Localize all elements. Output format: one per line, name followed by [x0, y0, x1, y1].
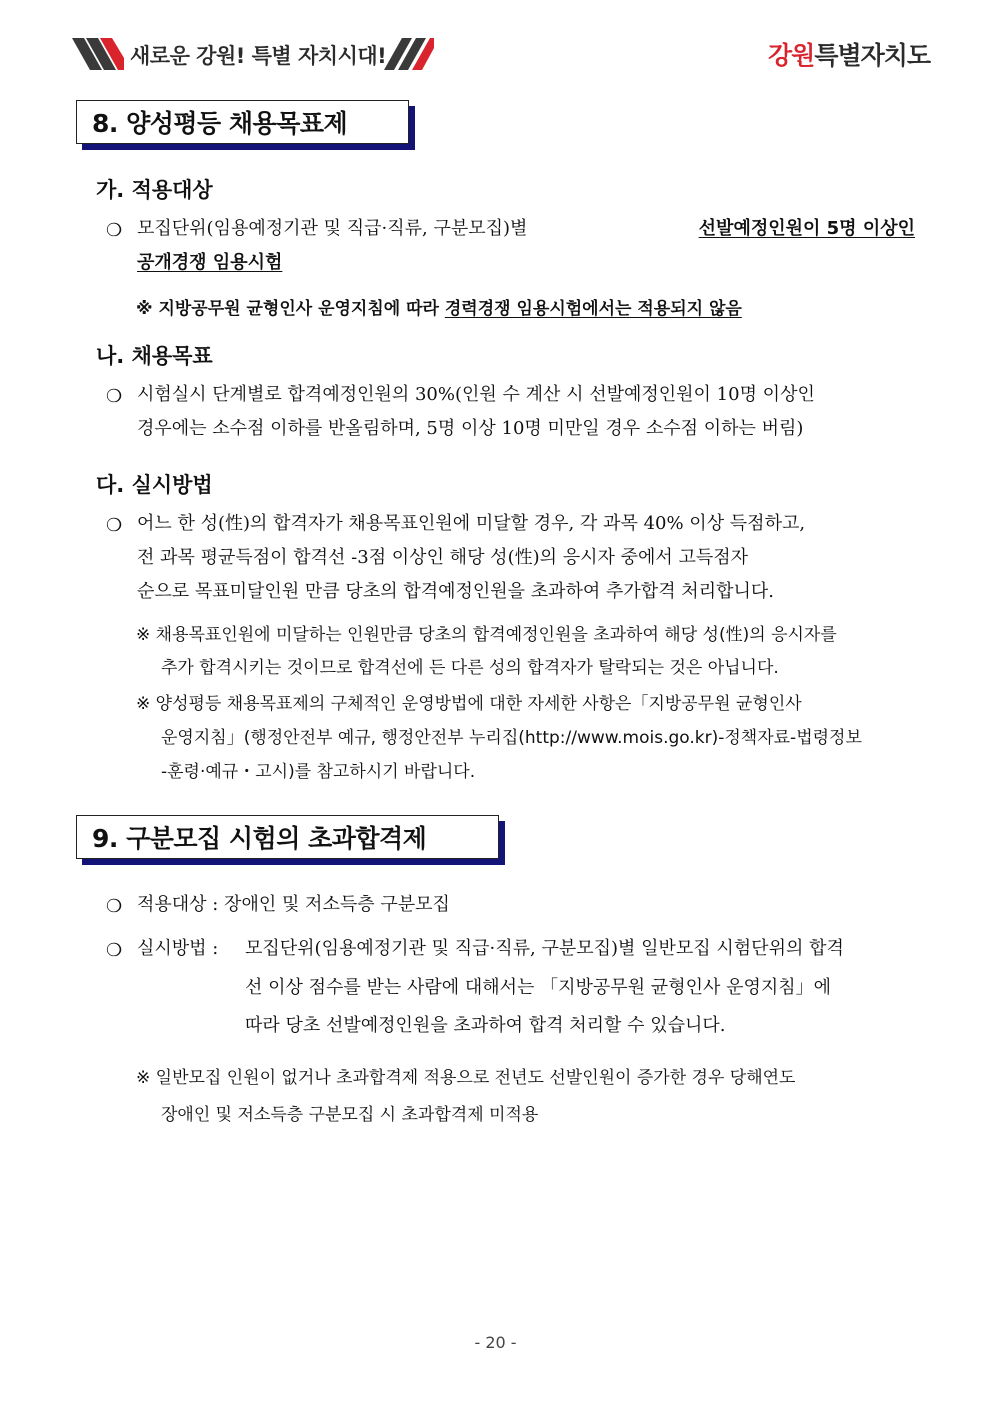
bullet-circle-icon: ❍ [106, 515, 123, 536]
subheading-da: 다. 실시방법 [96, 473, 213, 497]
s9-target: 적용대상 : 장애인 및 저소득층 구분모집 [137, 894, 450, 915]
da-line2: 전 과목 평균득점이 합격선 -3점 이상인 해당 성(性)의 응시자 중에서 고득점자 [137, 547, 749, 568]
da-note1-line2: 추가 합격시키는 것이므로 합격선에 든 다른 성의 합격자가 탈락되는 것은 아닙니다. [161, 658, 779, 678]
bullet-circle-icon: ❍ [106, 386, 123, 407]
brand-suffix: 특별자치도 [814, 41, 931, 70]
section-8-title [76, 100, 409, 144]
page-number: - 20 - [474, 1333, 517, 1352]
da-line3: 순으로 목표미달인원 만큼 당초의 합격예정인원을 초과하여 추가합격 처리합니다. [137, 581, 774, 602]
subheading-na: 나. 채용목표 [96, 344, 213, 368]
section-9-title-text: 9. 구분모집 시험의 초과합격제 [92, 824, 427, 853]
slogan-left-stripes-icon [72, 38, 124, 70]
bullet-circle-icon: ❍ [106, 896, 123, 917]
na-line2: 경우에는 소수점 이하를 반올림하며, 5명 이상 10명 미만일 경우 소수점 이하는 버림) [137, 418, 804, 439]
ga-bullet-plain: 모집단위(임용예정기관 및 직급·직류, 구분모집)별 [137, 218, 528, 239]
bullet-circle-icon: ❍ [106, 220, 123, 241]
ga-bullet-bold: 선발예정인원이 5명 이상인 [698, 218, 915, 239]
subheading-ga: 가. 적용대상 [96, 178, 213, 202]
section-8-title-text: 8. 양성평등 채용목표제 [92, 109, 348, 138]
da-note2-line1: ※ 양성평등 채용목표제의 구체적인 운영방법에 대한 자세한 사항은「지방공무원 균형인사 [136, 694, 802, 714]
da-note1-line1: ※ 채용목표인원에 미달하는 인원만큼 당초의 합격예정인원을 초과하여 해당 성(性)의 응시자를 [136, 625, 837, 645]
na-line1: 시험실시 단계별로 합격예정인원의 30%(인원 수 계산 시 선발예정인원이 10명 이상인 [137, 384, 815, 405]
ga-bullet-line2: 공개경쟁 임용시험 [137, 252, 283, 273]
s9-method-line2: 선 이상 점수를 받는 사람에 대해서는 「지방공무원 균형인사 운영지침」에 [245, 977, 832, 998]
ga-note-underline: 경력경쟁 임용시험에서는 적용되지 않음 [444, 299, 742, 319]
bullet-circle-icon: ❍ [106, 940, 123, 961]
ga-bullet-line1 [137, 220, 915, 238]
ga-note [136, 294, 742, 319]
s9-method-line1: 모집단위(임용예정기관 및 직급·직류, 구분모집)별 일반모집 시험단위의 합격 [245, 938, 844, 959]
header-slogan: 새로운 강원! 특별 자치시대! [130, 44, 387, 68]
brand-prefix: 강원 [768, 41, 815, 70]
s9-note-line2: 장애인 및 저소득층 구분모집 시 초과합격제 미적용 [161, 1105, 539, 1125]
da-note2-line2: 운영지침」(행정안전부 예규, 행정안전부 누리집(http://www.mois.go.kr)-정책자료-법령정보 [161, 728, 862, 748]
brand-logo [768, 36, 930, 72]
s9-note-line1: ※ 일반모집 인원이 없거나 초과합격제 적용으로 전년도 선발인원이 증가한 경우 당해연도 [136, 1068, 796, 1088]
da-line1: 어느 한 성(性)의 합격자가 채용목표인원에 미달할 경우, 각 과목 40% 이상 득점하고, [137, 513, 806, 534]
ga-note-plain: ※ 지방공무원 균형인사 운영지침에 따라 [136, 299, 445, 319]
s9-method-line3: 따라 당초 선발예정인원을 초과하여 합격 처리할 수 있습니다. [245, 1015, 726, 1036]
da-note2-line3: -훈령·예규・고시)를 참고하시기 바랍니다. [161, 762, 476, 782]
s9-method-label: 실시방법 : [137, 938, 219, 959]
section-9-title [76, 815, 499, 859]
slogan-right-stripes-icon [384, 38, 434, 70]
